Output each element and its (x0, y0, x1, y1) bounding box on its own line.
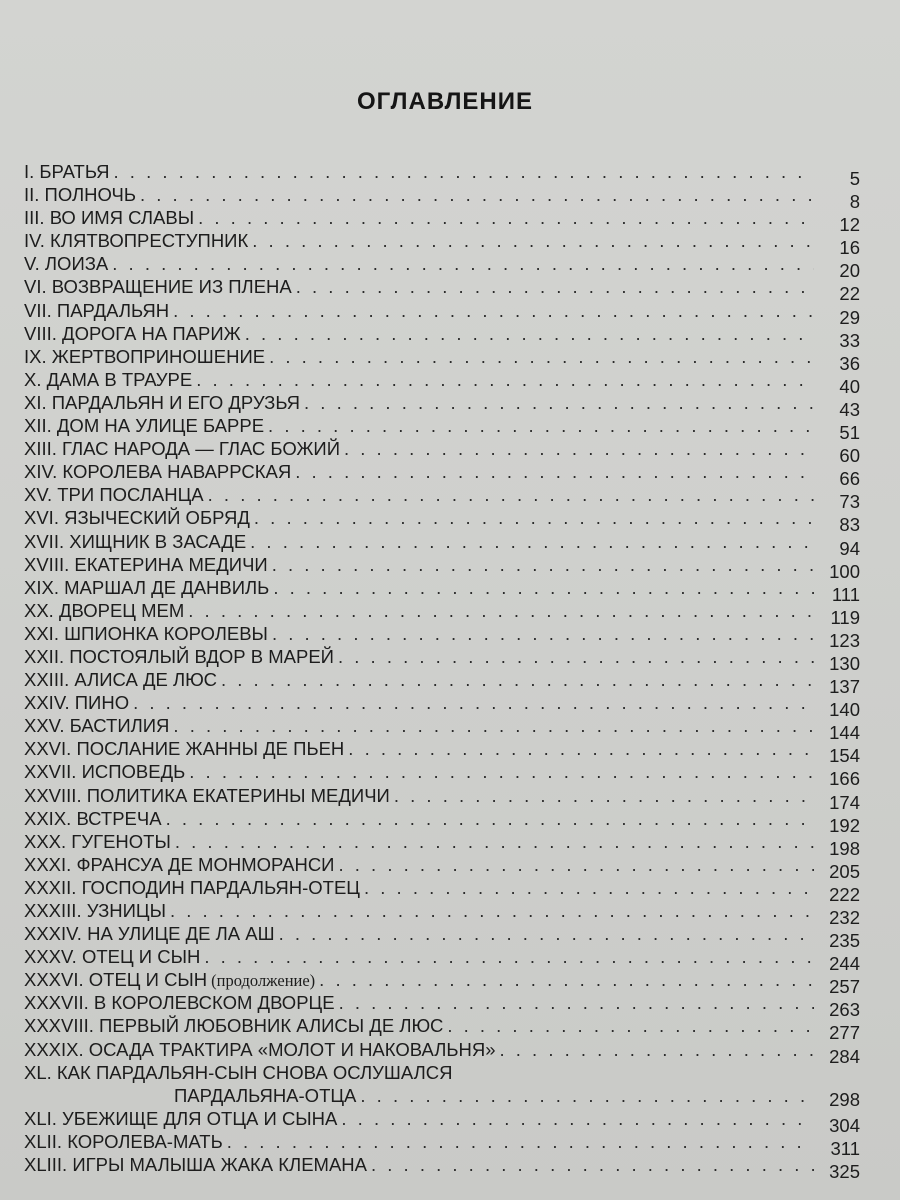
toc-entry-title: XXXIV. НА УЛИЦЕ ДЕ ЛА АШ (24, 923, 275, 945)
toc-entry-title: XXX. ГУГЕНОТЫ (24, 830, 171, 852)
toc-page-number: 94 (839, 537, 860, 559)
dot-leader (114, 160, 814, 183)
toc-entry (24, 252, 860, 282)
toc-page-number: 51 (839, 422, 860, 444)
toc-page-number: 298 (829, 1088, 860, 1110)
dot-leader (394, 784, 814, 807)
toc-entry-title: XXXII. ГОСПОДИН ПАРДАЛЬЯН-ОТЕЦ (24, 876, 360, 898)
toc-entry-title: XIII. ГЛАС НАРОДА — ГЛАС БОЖИЙ (24, 438, 340, 460)
toc-entry-title: XXIX. ВСТРЕЧА (24, 807, 162, 829)
dot-leader (188, 599, 814, 622)
toc-page-number: 43 (839, 398, 860, 420)
dot-leader (227, 1130, 814, 1153)
dot-leader (269, 345, 814, 368)
toc-page-number: 205 (829, 860, 860, 882)
dot-leader (140, 183, 814, 206)
dot-leader (133, 691, 814, 714)
toc-entry-title: XXII. ПОСТОЯЛЫЙ ВДОР В МАРЕЙ (24, 645, 334, 667)
dot-leader (279, 922, 814, 945)
dot-leader (338, 853, 814, 876)
toc-entry (24, 553, 860, 582)
toc-page-number: 192 (829, 814, 860, 836)
toc-page-number: 130 (829, 652, 860, 674)
toc-page-number: 83 (839, 514, 860, 536)
toc-entry (24, 784, 860, 813)
dot-leader (371, 1153, 814, 1176)
toc-entry-title: XXXVII. В КОРОЛЕВСКОМ ДВОРЦЕ (24, 992, 335, 1014)
toc-page-number: 232 (829, 907, 860, 928)
toc-entry (24, 1153, 860, 1183)
dot-leader (344, 437, 814, 460)
toc-entry (24, 229, 860, 259)
toc-entry (24, 968, 860, 998)
toc-entry-title: VI. ВОЗВРАЩЕНИЕ ИЗ ПЛЕНА (24, 276, 292, 298)
toc-entry (24, 483, 860, 513)
toc-entry-title: XXXIX. ОСАДА ТРАКТИРА «МОЛОТ И НАКОВАЛЬНЯ» (24, 1038, 496, 1060)
toc-entry (24, 714, 860, 744)
dot-leader (198, 206, 814, 229)
toc-page-number: 5 (849, 168, 860, 189)
toc-entry (24, 668, 860, 698)
toc-entry (24, 599, 860, 628)
toc-entry-title: XXXI. ФРАНСУА ДЕ МОНМОРАНСИ (24, 853, 335, 875)
toc-entry-title: XXI. ШПИОНКА КОРОЛЕВЫ (24, 622, 268, 644)
dot-leader (319, 968, 814, 991)
dot-leader (254, 506, 814, 529)
toc-entry-title-continued: ПАРДАЛЬЯНА-ОТЦА (174, 1084, 357, 1106)
dot-leader (175, 830, 814, 853)
dot-leader (250, 530, 814, 553)
toc-entry-title: XXXIII. УЗНИЦЫ (24, 900, 166, 921)
toc-entry-title: XX. ДВОРЕЦ МЕМ (24, 599, 185, 621)
toc-entry (24, 922, 860, 952)
toc-entry-title: XXV. БАСТИЛИЯ (24, 715, 170, 737)
toc-entry-note: (продолжение) (211, 971, 316, 991)
dot-leader (338, 645, 814, 668)
toc-entry (24, 206, 860, 236)
toc-page-number: 8 (849, 191, 860, 213)
toc-entry (24, 876, 860, 905)
toc-entry (24, 299, 860, 328)
toc-entry-title: XLI. УБЕЖИЩЕ ДЛЯ ОТЦА И СЫНА (24, 1107, 338, 1129)
dot-leader (208, 483, 814, 506)
toc-entry (24, 830, 860, 859)
toc-entry-title: XI. ПАРДАЛЬЯН И ЕГО ДРУЗЬЯ (24, 391, 301, 413)
dot-leader (272, 553, 814, 576)
toc-entry (24, 945, 860, 975)
toc-entry-title: XXIV. ПИНО (24, 692, 130, 714)
toc-entry (24, 1107, 860, 1136)
dot-leader (170, 899, 814, 922)
dot-leader (296, 275, 814, 298)
toc-entry-title: XVI. ЯЗЫЧЕСКИЙ ОБРЯД (24, 507, 250, 529)
toc-entry (24, 645, 860, 674)
dot-leader (273, 576, 814, 599)
toc-entry-title: IV. КЛЯТВОПРЕСТУПНИК (24, 230, 249, 252)
toc-page-number: 60 (839, 445, 860, 467)
toc-entry-title: XLII. КОРОЛЕВА-МАТЬ (24, 1130, 223, 1152)
toc-entry (24, 760, 860, 790)
toc-page-number: 222 (829, 883, 860, 905)
dot-leader (173, 714, 814, 737)
dot-leader (245, 322, 814, 345)
dot-leader (268, 414, 814, 437)
toc-entry (24, 437, 860, 467)
dot-leader (166, 807, 814, 830)
toc-entry-title: XXXV. ОТЕЦ И СЫН (24, 946, 201, 968)
toc-page-number: 304 (829, 1114, 860, 1136)
dot-leader (196, 368, 814, 391)
table-of-contents (24, 160, 860, 1183)
dot-leader (204, 945, 814, 968)
toc-entry (24, 530, 860, 559)
toc-page-number: 325 (829, 1161, 860, 1183)
toc-entry (24, 275, 860, 305)
toc-entry (24, 1130, 860, 1159)
toc-page-number: 33 (839, 329, 860, 351)
toc-entry (24, 691, 860, 721)
toc-entry (24, 506, 860, 536)
toc-entry (24, 368, 860, 397)
toc-entry (24, 622, 860, 651)
toc-entry-title: XVII. ХИЩНИК В ЗАСАДЕ (24, 530, 247, 552)
toc-page-number: 40 (839, 375, 860, 397)
toc-entry-title: XV. ТРИ ПОСЛАНЦА (24, 484, 204, 506)
toc-entry (24, 460, 860, 490)
toc-entry (24, 160, 860, 189)
toc-entry-title: XIV. КОРОЛЕВА НАВАРРСКАЯ (24, 461, 292, 483)
toc-page-number: 16 (839, 237, 860, 259)
toc-page-number: 123 (829, 629, 860, 651)
toc-entry-title: XXXVIII. ПЕРВЫЙ ЛЮБОВНИК АЛИСЫ ДЕ ЛЮС (24, 1015, 444, 1037)
toc-entry (24, 1014, 860, 1044)
toc-page-number: 137 (829, 676, 860, 698)
toc-page-number: 166 (829, 768, 860, 790)
toc-entry-title: X. ДАМА В ТРАУРЕ (24, 368, 193, 390)
toc-entry (24, 576, 860, 605)
toc-page-number: 140 (829, 699, 860, 721)
toc-entry-title: V. ЛОИЗА (24, 253, 109, 275)
toc-entry-title: XLIII. ИГРЫ МАЛЫША ЖАКА КЛЕМАНА (24, 1154, 367, 1176)
toc-page-number: 263 (829, 999, 860, 1021)
toc-entry-title: XVIII. ЕКАТЕРИНА МЕДИЧИ (24, 553, 268, 575)
dot-leader (304, 391, 814, 414)
toc-entry-title: XII. ДОМ НА УЛИЦЕ БАРРЕ (24, 415, 265, 437)
toc-page-number: 257 (829, 976, 860, 998)
dot-leader (173, 299, 814, 322)
dot-leader (252, 229, 814, 252)
dot-leader (272, 622, 814, 645)
toc-entry-title: VIII. ДОРОГА НА ПАРИЖ (24, 322, 241, 344)
dot-leader (295, 460, 814, 483)
toc-page-number: 66 (839, 468, 860, 490)
toc-page-number: 244 (829, 953, 860, 975)
toc-page-number: 111 (831, 583, 860, 605)
toc-page-number: 284 (829, 1045, 860, 1067)
toc-entry-title: XXIII. АЛИСА ДЕ ЛЮС (24, 669, 217, 691)
dot-leader (341, 1107, 814, 1130)
dot-leader (112, 252, 814, 275)
toc-entry (24, 807, 860, 836)
toc-entry-title: I. БРАТЬЯ (24, 161, 110, 182)
toc-entry-title: XXXVI. ОТЕЦ И СЫН (24, 969, 208, 991)
toc-entry (24, 991, 860, 1021)
toc-page-number: 20 (839, 260, 860, 282)
toc-entry (24, 899, 860, 928)
dot-leader (221, 668, 814, 691)
toc-page-number: 174 (829, 791, 860, 813)
toc-entry-title: II. ПОЛНОЧЬ (24, 184, 136, 206)
dot-leader (360, 1084, 814, 1107)
toc-page-number: 311 (830, 1137, 860, 1159)
toc-page-number: 198 (829, 837, 860, 859)
toc-entry (24, 1038, 860, 1067)
toc-entry (24, 391, 860, 420)
toc-entry (24, 345, 860, 374)
toc-entry (24, 322, 860, 351)
toc-entry-title: XL. КАК ПАРДАЛЬЯН-СЫН СНОВА ОСЛУШАЛСЯ (24, 1061, 453, 1083)
toc-page-number: 235 (829, 930, 860, 952)
dot-leader (348, 737, 814, 760)
page-title: ОГЛАВЛЕНИЕ (356, 88, 534, 115)
toc-entry (24, 737, 860, 767)
toc-page-number: 22 (839, 283, 860, 305)
toc-page-number: 277 (829, 1022, 860, 1044)
dot-leader (189, 760, 814, 783)
toc-page-number: 144 (829, 722, 860, 744)
toc-page-number: 36 (839, 352, 860, 374)
toc-entry-title: IX. ЖЕРТВОПРИНОШЕНИЕ (24, 345, 266, 367)
toc-entry-title: VII. ПАРДАЛЬЯН (24, 299, 170, 321)
toc-entry (24, 853, 860, 882)
toc-entry (24, 183, 860, 213)
toc-entry-title: III. ВО ИМЯ СЛАВЫ (24, 207, 195, 229)
toc-page-number: 100 (829, 560, 860, 582)
toc-page-number: 73 (839, 491, 860, 513)
dot-leader (339, 991, 814, 1014)
dot-leader (364, 876, 814, 899)
toc-page-number: 12 (839, 214, 860, 236)
dot-leader (500, 1038, 815, 1061)
toc-page-number: 29 (839, 306, 860, 328)
toc-entry-title: XXVII. ИСПОВЕДЬ (24, 761, 186, 783)
toc-page-number: 154 (829, 745, 860, 767)
toc-entry-title: XXVIII. ПОЛИТИКА ЕКАТЕРИНЫ МЕДИЧИ (24, 784, 390, 806)
toc-page-number: 119 (830, 606, 860, 628)
toc-entry-title: XIX. МАРШАЛ ДЕ ДАНВИЛЬ (24, 576, 270, 598)
toc-entry (24, 414, 860, 444)
toc-entry (24, 1061, 860, 1110)
toc-entry-title: XXVI. ПОСЛАНИЕ ЖАННЫ ДЕ ПЬЕН (24, 738, 345, 760)
dot-leader (447, 1014, 814, 1037)
